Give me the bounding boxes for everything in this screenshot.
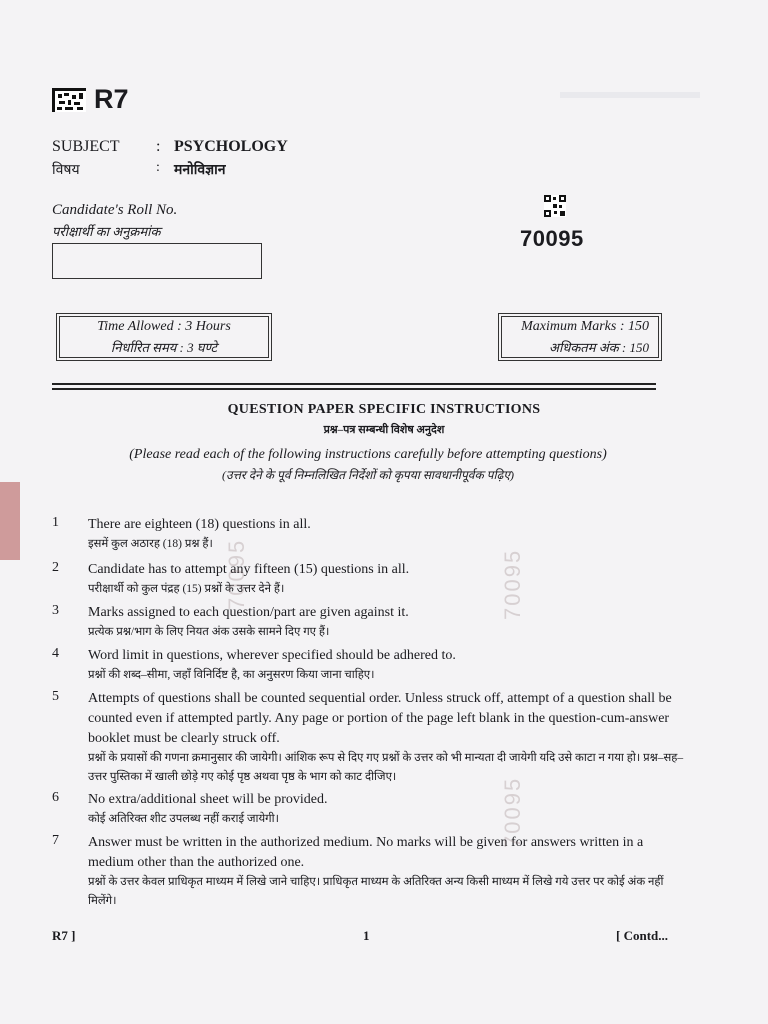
instruction-text-hi: कोई अतिरिक्त शीट उपलब्ध नहीं कराई जायेगी। bbox=[88, 813, 279, 825]
instruction-number: 2 bbox=[52, 560, 59, 575]
instruction-number: 1 bbox=[52, 515, 59, 530]
time-allowed-en: Time Allowed : 3 Hours bbox=[97, 319, 231, 334]
instruction-text: No extra/additional sheet will be provided. bbox=[88, 792, 328, 807]
maximum-marks-hi: अधिकतम अंक : 150 bbox=[549, 340, 649, 355]
instruction-text-hi: प्रश्नों के उत्तर केवल प्राधिकृत माध्यम में लिखे जाने चाहिए। प्राधिकृत माध्यम के अतिरिक्त अन्य किसी माध्यम में लिखे गये उत्तर पर कोई अंक नहीं मिलेंगे। bbox=[88, 876, 664, 907]
instruction-text-hi: प्रत्येक प्रश्न/भाग के लिए नियत अंक उसके सामने दिए गए हैं। bbox=[88, 626, 330, 638]
instruction-number: 4 bbox=[52, 646, 59, 661]
maximum-marks-box bbox=[498, 313, 662, 361]
instruction-text-hi: प्रश्नों के प्रयासों की गणना क्रमानुसार की जायेगी। आंशिक रूप से दिए गए प्रश्नों के उत्तर को भी मान्यता दी जायेगी यदि उसे काटा न गया हो। प्रश्न–सह–उत्तर पुस्तिका में खाली छोड़े गए कोई पृष्ठ अथवा पृष्ठ के भाग को काट दीजिए। bbox=[88, 752, 684, 783]
time-allowed-box bbox=[56, 313, 272, 361]
instruction-item bbox=[52, 560, 684, 599]
subject-row-hi bbox=[52, 160, 226, 179]
instruction-number: 5 bbox=[52, 689, 59, 704]
serial-number: 70095 bbox=[520, 226, 584, 251]
paper-code: R7 bbox=[94, 84, 129, 114]
subject-label-hi: विषय bbox=[52, 163, 80, 178]
time-allowed-hi: निर्धारित समय : 3 घण्टे bbox=[110, 340, 218, 355]
instruction-text: Attempts of questions shall be counted sequential order. Unless struck off, attempt of a question shall be counted even if attempted partly. Any page or portion of the page left blank in the question-cum-answer booklet must be clearly struck off. bbox=[88, 691, 672, 746]
subject-value: PSYCHOLOGY bbox=[174, 138, 288, 155]
instructions-note-hi: (उत्तर देने के पूर्व निम्नलिखित निर्देशों को कृपया सावधानीपूर्वक पढ़िए) bbox=[222, 468, 514, 482]
qr-code-icon bbox=[544, 195, 566, 217]
instruction-number: 6 bbox=[52, 790, 59, 805]
separator: : bbox=[156, 160, 160, 175]
footer-paper-code: R7 ] bbox=[52, 928, 76, 943]
instruction-item bbox=[52, 833, 684, 911]
roll-number-box[interactable] bbox=[52, 243, 262, 279]
instructions-title: QUESTION PAPER SPECIFIC INSTRUCTIONS bbox=[227, 402, 541, 417]
watermark: 70095 bbox=[224, 538, 249, 610]
page-number: 1 bbox=[363, 928, 370, 943]
instructions-title-hi: प्रश्न–पत्र सम्बन्धी विशेष अनुदेश bbox=[323, 424, 445, 436]
roll-label: Candidate's Roll No. bbox=[52, 202, 178, 218]
datamatrix-icon bbox=[52, 88, 86, 112]
subject-row-en bbox=[52, 138, 288, 156]
instruction-text-hi: परीक्षार्थी को कुल पंद्रह (15) प्रश्नों के उत्तर देने हैं। bbox=[88, 583, 285, 595]
bleed-through bbox=[560, 92, 700, 98]
watermark: 70095 bbox=[500, 776, 525, 848]
instruction-text: Word limit in questions, wherever specified should be adhered to. bbox=[88, 648, 456, 663]
instruction-item bbox=[52, 515, 684, 554]
instruction-text-hi: प्रश्नों की शब्द–सीमा, जहाँ विनिर्दिष्ट है, का अनुसरण किया जाना चाहिए। bbox=[88, 669, 375, 681]
maximum-marks-en: Maximum Marks : 150 bbox=[521, 319, 649, 334]
instruction-item bbox=[52, 790, 684, 829]
instruction-text: Answer must be written in the authorized medium. No marks will be given for answers written in a medium other than the authorized one. bbox=[88, 835, 644, 870]
instruction-item bbox=[52, 689, 684, 787]
binding-tab bbox=[0, 482, 20, 560]
continued-marker: [ Contd... bbox=[616, 928, 669, 943]
instruction-text: Marks assigned to each question/part are given against it. bbox=[88, 605, 409, 620]
paper-code-block bbox=[52, 84, 129, 115]
separator: : bbox=[156, 138, 161, 155]
instruction-number: 3 bbox=[52, 603, 59, 618]
subject-label: SUBJECT bbox=[52, 138, 120, 155]
instructions-note: (Please read each of the following instructions carefully before attempting questions) bbox=[129, 447, 607, 462]
instruction-text-hi: इसमें कुल अठारह (18) प्रश्न हैं। bbox=[88, 538, 213, 550]
instruction-item bbox=[52, 646, 684, 685]
roll-label-hi: परीक्षार्थी का अनुक्रमांक bbox=[52, 224, 161, 239]
instruction-number: 7 bbox=[52, 833, 59, 848]
divider bbox=[52, 383, 656, 385]
subject-value-hi: मनोविज्ञान bbox=[174, 163, 226, 178]
instruction-item bbox=[52, 603, 684, 642]
watermark: 70095 bbox=[500, 548, 525, 620]
instruction-text: Candidate has to attempt any fifteen (15) questions in all. bbox=[88, 562, 410, 577]
divider bbox=[52, 388, 656, 390]
instruction-text: There are eighteen (18) questions in all. bbox=[88, 517, 311, 532]
